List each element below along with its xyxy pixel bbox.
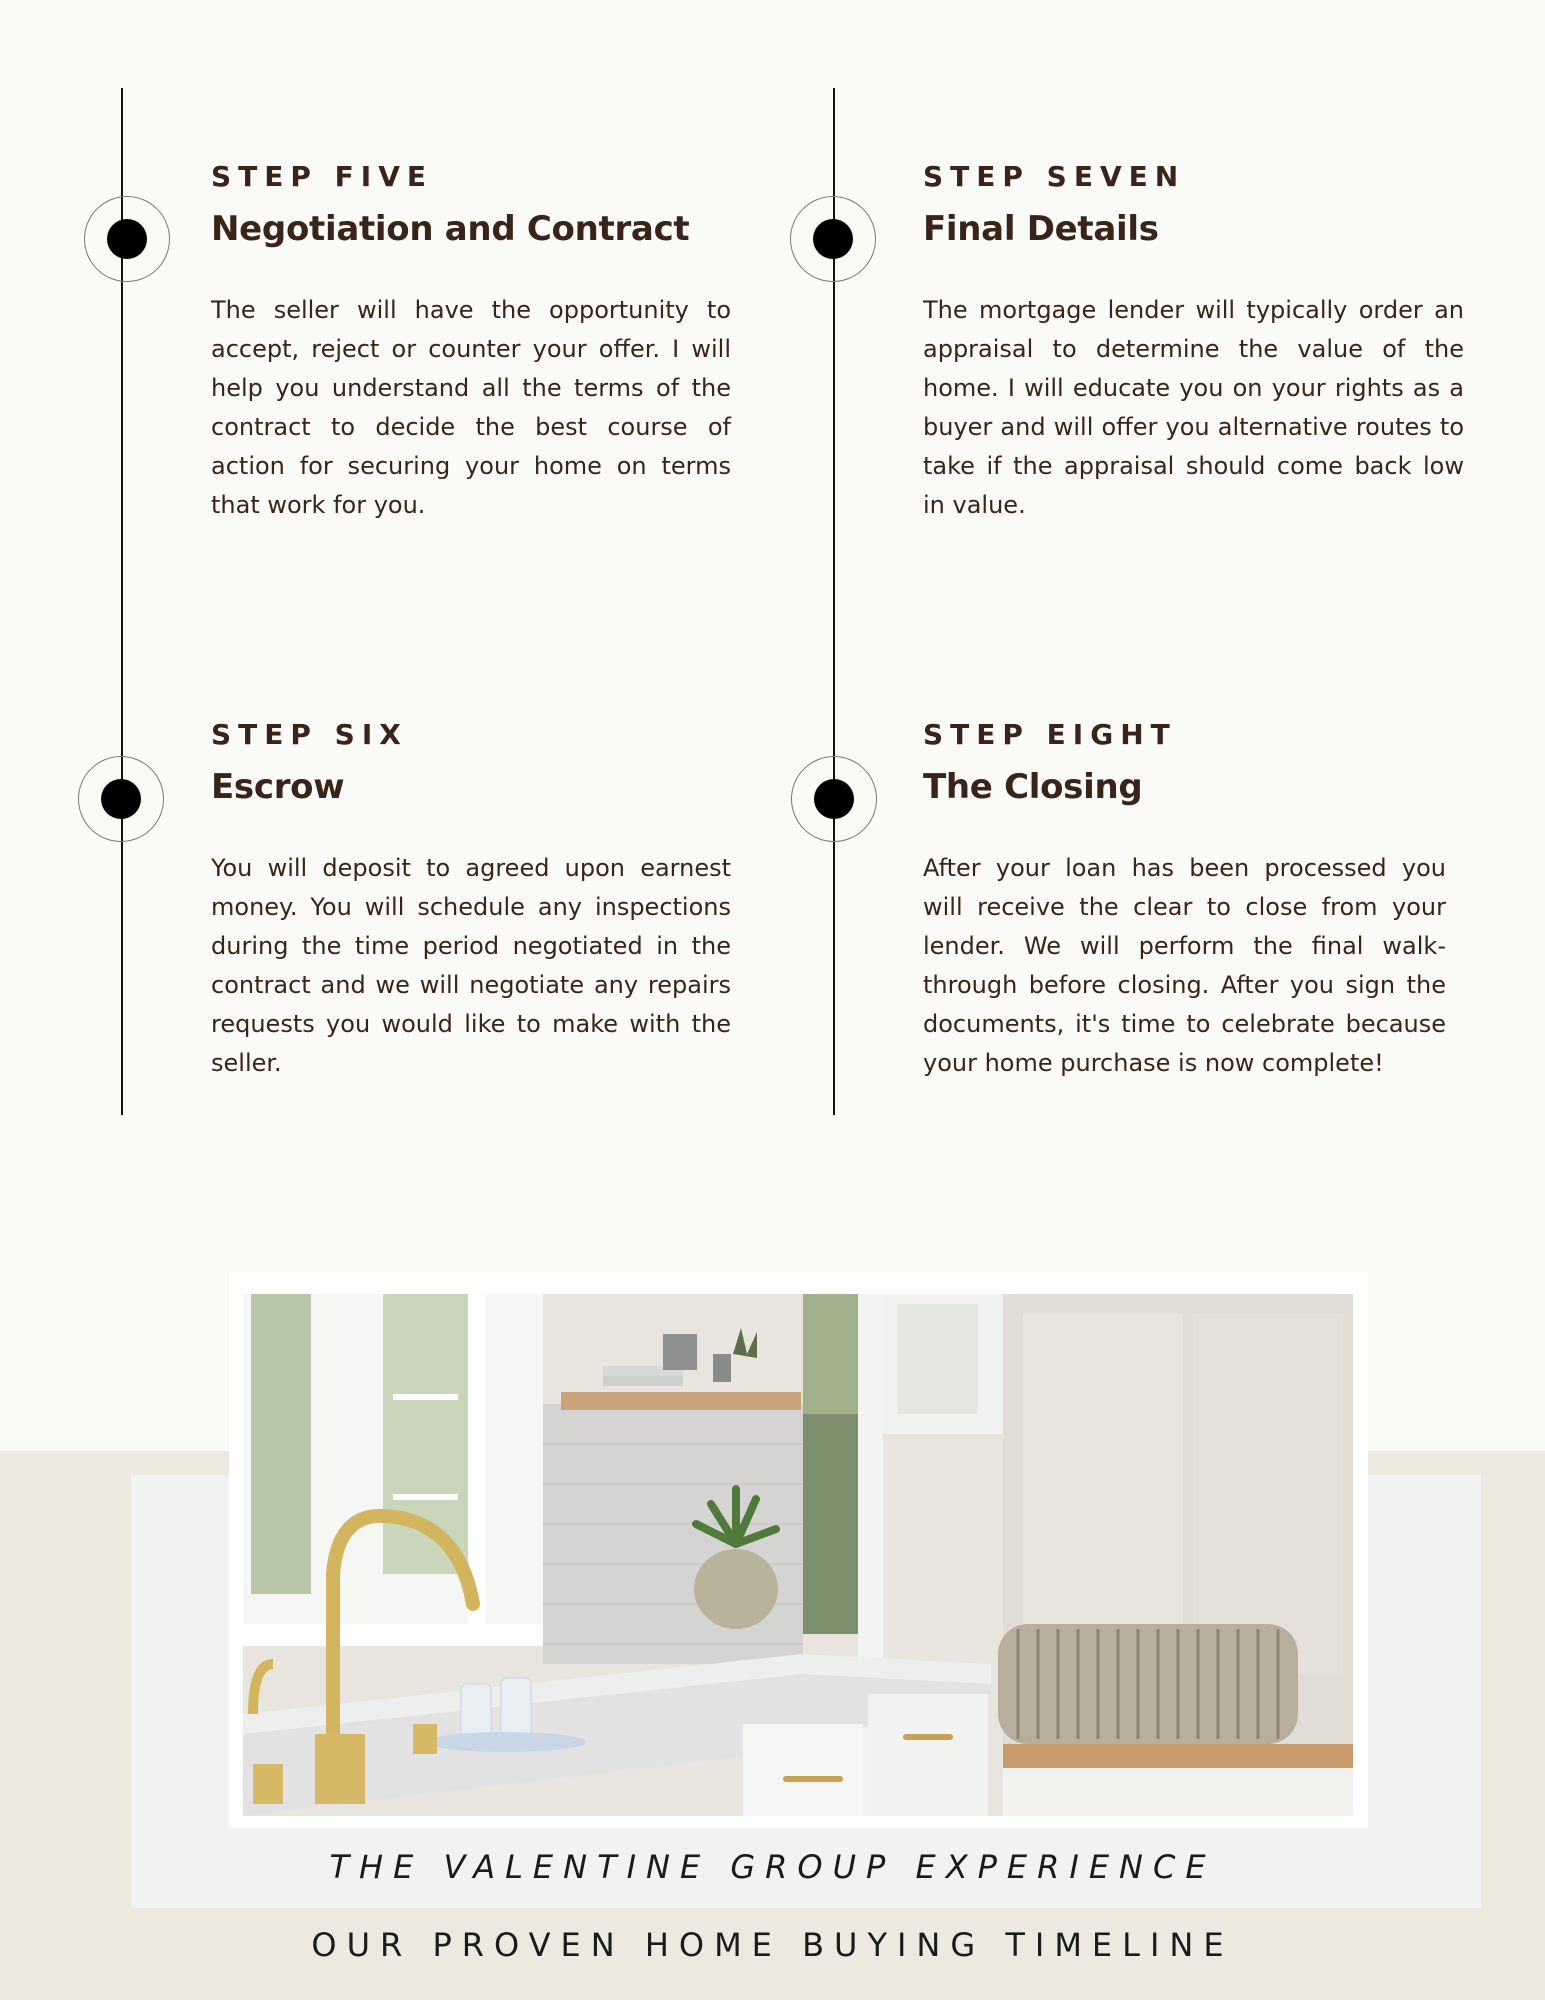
step-five [211, 160, 731, 525]
step-title: The Closing [923, 767, 1143, 807]
step-description: The seller will have the opportunity to accept, reject or counter your offer. I will help you understand all the terms of the contract to decide the best course of action for securing your home on terms that work for you. [211, 296, 731, 519]
marker-dot-icon [107, 219, 147, 259]
step-label: STEP FIVE [211, 160, 434, 193]
step-label: STEP EIGHT [923, 718, 1177, 751]
step-description: After your loan has been processed you will receive the clear to close from your lender. We will perform the final walk-through before closing. After you sign the documents, it's time to celebrate because your home purchase is now complete! [923, 854, 1446, 1077]
marker-dot-icon [101, 779, 141, 819]
timeline-marker-step-seven [790, 196, 876, 282]
step-description: You will deposit to agreed upon earnest money. You will schedule any inspections during the time period negotiated in the contract and we will negotiate any repairs requests you would like to make with the seller. [211, 854, 731, 1077]
step-description: The mortgage lender will typically order an appraisal to determine the value of the home. I will educate you on your rights as a buyer and will offer you alternative routes to take if the appraisal should come back low in value. [923, 296, 1464, 519]
step-title: Escrow [211, 767, 345, 807]
subtitle: OUR PROVEN HOME BUYING TIMELINE [311, 1926, 1234, 1964]
step-label: STEP SIX [211, 718, 408, 751]
timeline-marker-step-eight [791, 756, 877, 842]
marker-dot-icon [813, 219, 853, 259]
kitchen-photo [243, 1294, 1353, 1816]
step-title: Final Details [923, 209, 1159, 249]
timeline-marker-step-five [84, 196, 170, 282]
step-six [211, 718, 731, 1083]
kitchen-photo-frame [229, 1272, 1368, 1828]
step-eight [923, 718, 1446, 1083]
tagline: THE VALENTINE GROUP EXPERIENCE [329, 1848, 1216, 1886]
kitchen-photo-illustration [243, 1294, 1353, 1816]
step-label: STEP SEVEN [923, 160, 1186, 193]
marker-dot-icon [814, 779, 854, 819]
step-seven [923, 160, 1464, 525]
step-title: Negotiation and Contract [211, 209, 690, 249]
timeline-marker-step-six [78, 756, 164, 842]
